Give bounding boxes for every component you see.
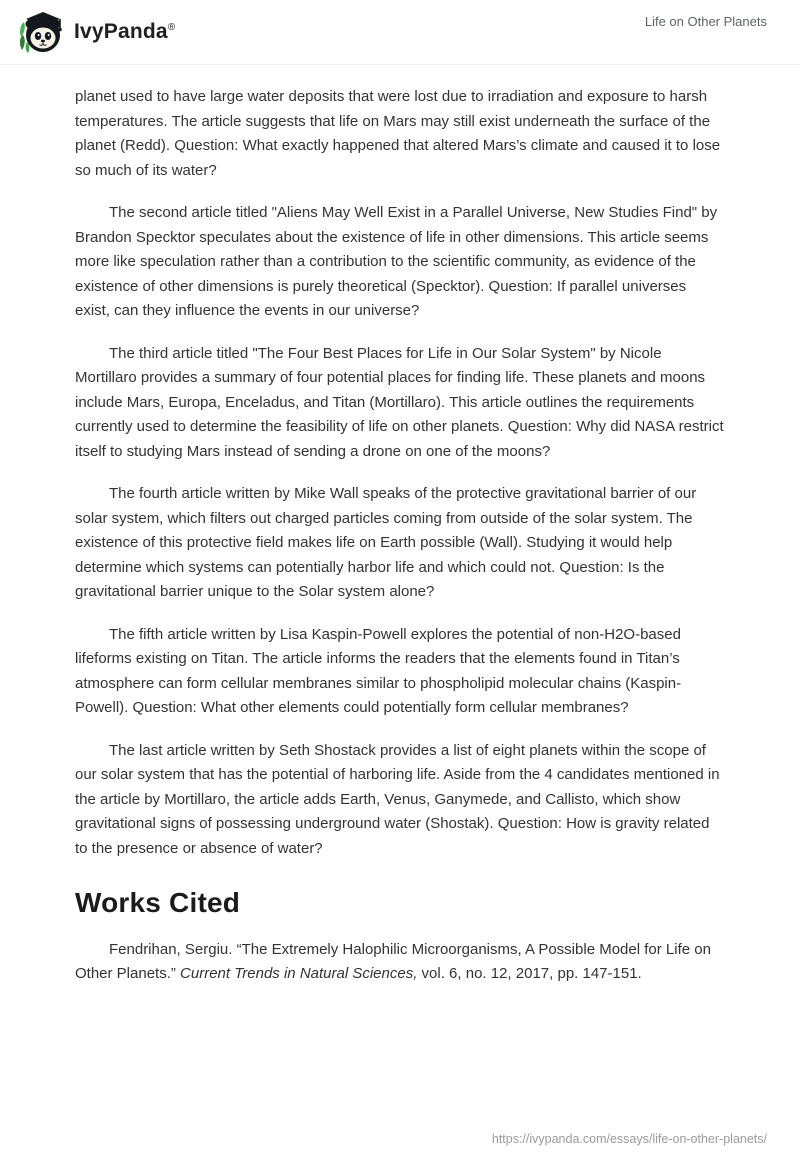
paragraph-fourth-article: The fourth article written by Mike Wall speaks of the protective gravitational barrier of our solar system, which filters out charged particles coming from outside of the solar system. The existence of this protective field makes life on Earth possible (Wall). Studying it would help determine which systems can potentially harbor life and which could not. Question: Is the gravitational barrier unique to the Solar system alone? bbox=[75, 485, 697, 600]
brand-name: IvyPanda® bbox=[74, 20, 176, 43]
paragraph-fifth-article: The fifth article written by Lisa Kaspin-Powell explores the potential of non-H2O-based lifeforms existing on Titan. The article informs the readers that the elements found in Titan’s atmosphere can form cellular membranes similar to phospholipid molecular chains (Kaspin-Powell). Question: What other elements could potentially form cellular membranes? bbox=[75, 625, 682, 716]
paragraph-second-article: The second article titled "Aliens May Well Exist in a Parallel Universe, New Studies Find" by Brandon Specktor speculates about the existence of life in other dimensions. This article seems more like speculation rather than a contribution to the scientific community, as evidence of the existence of other dimensions is purely theoretical (Specktor). Question: If parallel universes exist, can they influence the events in our universe? bbox=[75, 204, 718, 319]
citation-journal-title: Current Trends in Natural Sciences, bbox=[180, 965, 418, 982]
citation-entry bbox=[75, 938, 725, 987]
paragraph-continuation: planet used to have large water deposits that were lost due to irradiation and exposure to harsh temperatures. The article suggests that life on Mars may still exist underneath the surface of the planet (Redd). Question: What exactly happened that altered Mars’s climate and caused it to lose so much of its water? bbox=[75, 88, 721, 179]
ivypanda-panda-logo-icon bbox=[16, 8, 64, 56]
citation-text: Fendrihan, Sergiu. “The Extremely Halophilic Microorganisms, A Possible Model for Life on Other Planets.” bbox=[75, 940, 711, 982]
works-cited-heading: Works Cited bbox=[75, 887, 241, 918]
essay-content bbox=[0, 65, 800, 987]
header bbox=[0, 0, 800, 65]
citation-details: vol. 6, no. 12, 2017, pp. 147-151. bbox=[417, 965, 642, 982]
registered-mark: ® bbox=[167, 22, 176, 33]
brand-logo-link[interactable] bbox=[16, 8, 175, 56]
paragraph-last-article: The last article written by Seth Shostack provides a list of eight planets within the scope of our solar system that has the potential of harboring life. Aside from the 4 candidates mentioned in the article by Mortillaro, the article adds Earth, Venus, Ganymede, and Callisto, which show gravitational signs of possessing underground water (Shostak). Question: How is gravity related to the presence or absence of water? bbox=[75, 741, 720, 857]
document-title: Life on Other Planets bbox=[644, 14, 767, 29]
paragraph-third-article: The third article titled "The Four Best Places for Life in Our Solar System" by Nicole Mortillaro provides a summary of four potential places for finding life. These planets and moons include Mars, Europa, Enceladus, and Titan (Mortillaro). This article outlines the requirements currently used to determine the feasibility of life on other planets. Question: Why did NASA restrict itself to studying Mars instead of sending a drone on one of the moons? bbox=[75, 344, 724, 460]
source-url-link[interactable]: https://ivypanda.com/essays/life-on-other-planets/ bbox=[491, 1132, 767, 1146]
